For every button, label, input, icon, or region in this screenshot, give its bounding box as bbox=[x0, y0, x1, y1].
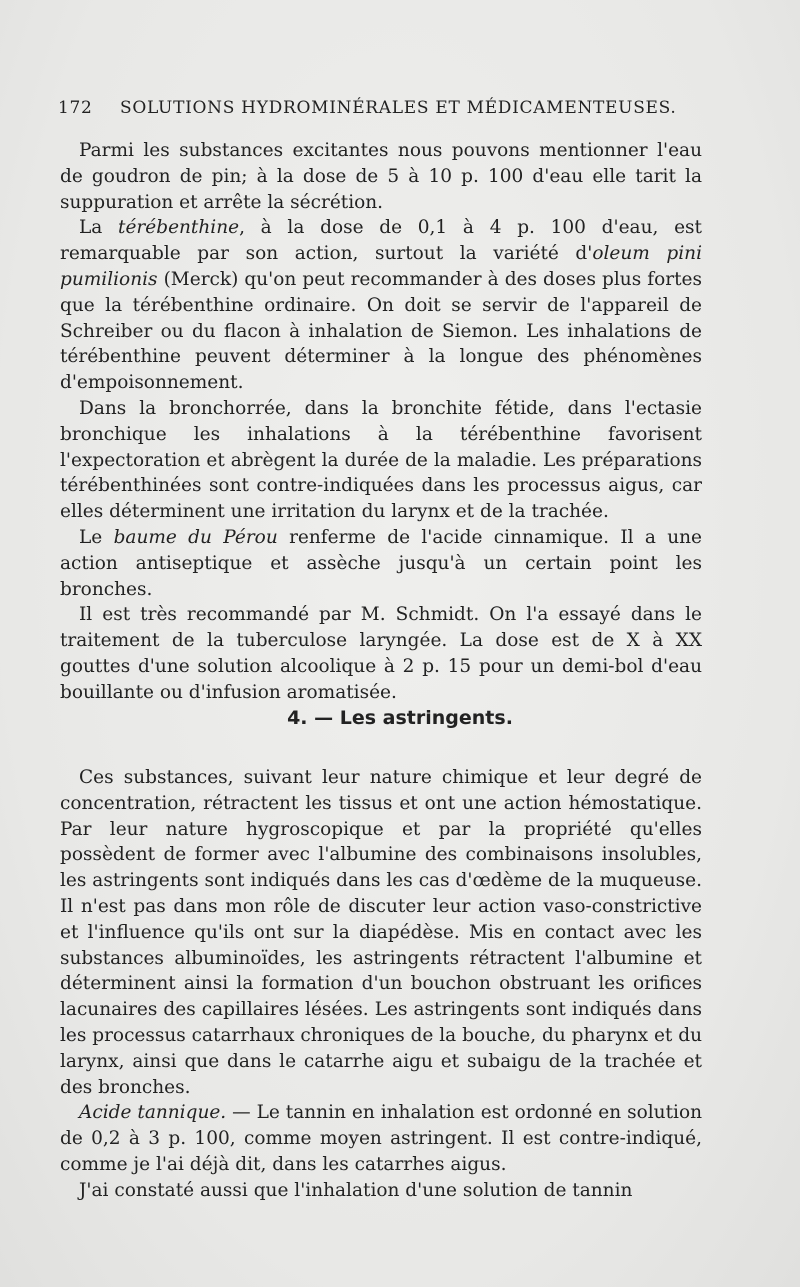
page-header bbox=[58, 98, 748, 126]
paragraph: J'ai constaté aussi que l'inhalation d'une solution de tannin bbox=[79, 1179, 633, 1201]
paragraph: Acide tannique. — Le tannin en inhalation est ordonné en solution de 0,2 à 3 p. 100, comme moyen astringent. Il est contre-indiqué, comme je l'ai déjà dit, dans les catarrhes aigus. bbox=[60, 1102, 702, 1175]
section-heading: 4. — Les astringents. bbox=[287, 707, 513, 729]
italic-term: térébenthine bbox=[118, 217, 240, 239]
paragraph: La térébenthine, à la dose de 0,1 à 4 p. 100 d'eau, est remarquable par son action, surtout la variété d'oleum pini pumilionis (Merck) qu'on peut recommander à des doses plus fortes que la térébenthine ordinaire. On doit se servir de l'appareil de Schreiber ou du flacon à inhalation de Siemon. Les inhalations de térébenthine peuvent déterminer à la longue des phénomènes d'empoisonnement. bbox=[60, 217, 702, 394]
italic-term: Acide tannique. bbox=[79, 1102, 227, 1124]
paragraph: Dans la bronchorrée, dans la bronchite fétide, dans l'ectasie bronchique les inhalations à la térébenthine favorisent l'expectoration et abrègent la durée de la maladie. Les préparations térébenthinées sont contre-indiquées dans les processus aigus, car elles déterminent une irritation du larynx et de la trachée. bbox=[60, 397, 702, 523]
running-title: SOLUTIONS HYDROMINÉRALES ET MÉDICAMENTEUSES. bbox=[120, 98, 677, 118]
paragraph: Il est très recommandé par M. Schmidt. On l'a essayé dans le traitement de la tuberculose laryngée. La dose est de X à XX gouttes d'une solution alcoolique à 2 p. 15 pour un demi-bol d'eau bouillante ou d'infusion aromatisée. bbox=[60, 604, 702, 703]
paragraph: Le baume du Pérou renferme de l'acide cinnamique. Il a une action antiseptique et assèche jusqu'à un certain point les bronches. bbox=[60, 526, 703, 600]
page-number: 172 bbox=[58, 98, 93, 118]
paragraph: Parmi les substances excitantes nous pouvons mentionner l'eau de goudron de pin; à la dose de 5 à 10 p. 100 d'eau elle tarit la suppuration et arrête la sécrétion. bbox=[60, 140, 702, 213]
italic-term: baume du Pérou bbox=[113, 526, 278, 548]
body-text-before-heading bbox=[60, 138, 702, 706]
body-text-after-heading bbox=[60, 765, 702, 1204]
italic-term: oleum pini pumilionis bbox=[60, 243, 702, 290]
paragraph: Ces substances, suivant leur nature chimique et leur degré de concentration, rétractent les tissus et ont une action hémostatique. Par leur nature hygroscopique et par la propriété qu'elles possèdent de former avec l'albumine des combinaisons insolubles, les astringents sont indiqués dans les cas d'œdème de la muqueuse. Il n'est pas dans mon rôle de discuter leur action vaso-constrictive et l'influence qu'ils ont sur la diapédèse. Mis en contact avec les substances albuminoïdes, les astringents rétractent l'albumine et déterminent ainsi la formation d'un bouchon obstruant les orifices lacunaires des capillaires lésées. Les astringents sont indiqués dans les processus catarrhaux chroniques de la bouche, du pharynx et du larynx, ainsi que dans le catarrhe aigu et subaigu de la trachée et des bronches. bbox=[60, 767, 702, 1098]
